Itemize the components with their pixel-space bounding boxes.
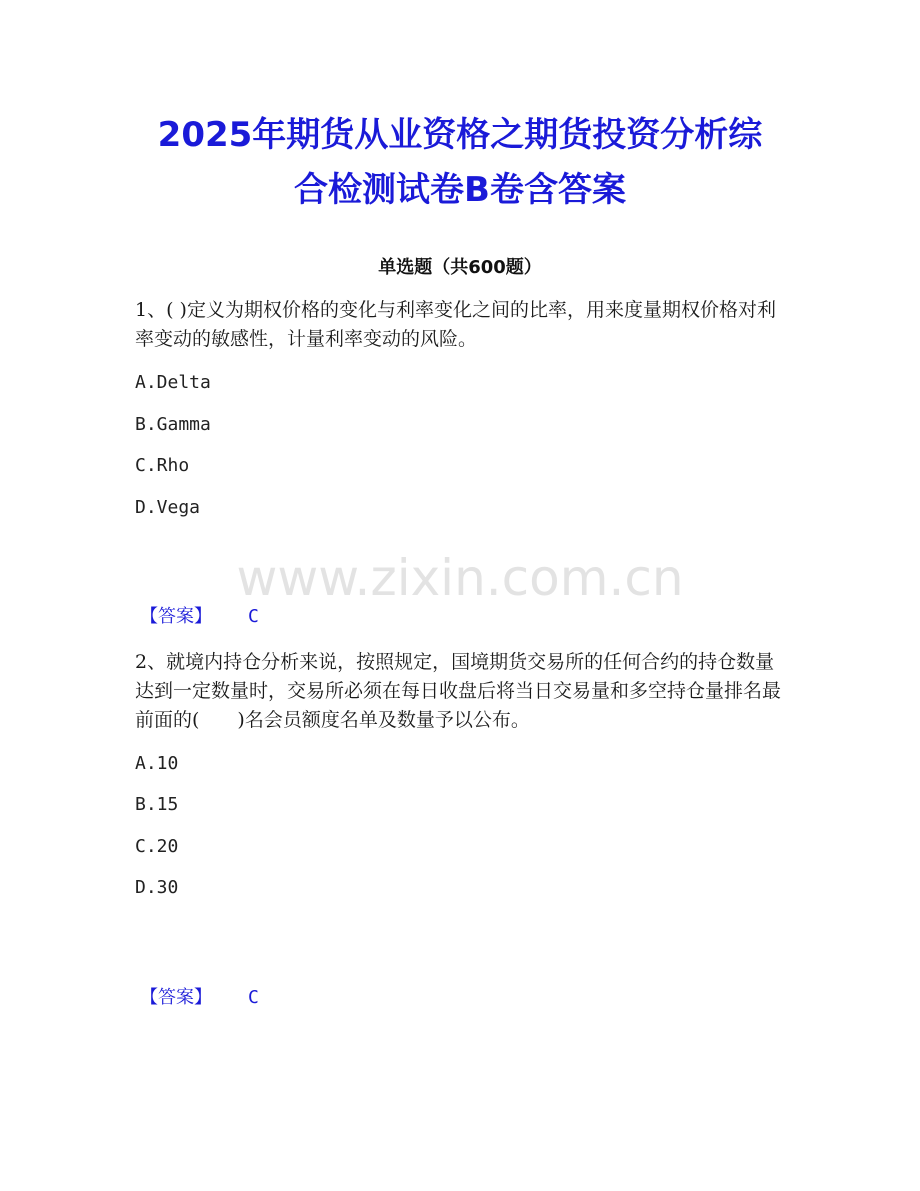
question-1-answer <box>140 604 259 630</box>
document-title <box>0 108 920 218</box>
question-2-option-d: D.30 <box>135 877 179 898</box>
question-2-answer <box>140 985 259 1011</box>
question-1-option-d: D.Vega <box>135 497 201 518</box>
question-2-option-a: A.10 <box>135 753 179 774</box>
question-1-option-b: B.Gamma <box>135 414 211 435</box>
watermark: www.zixin.com.cn <box>236 549 684 607</box>
answer-label: 【答案】 <box>140 987 212 1008</box>
answer-label: 【答案】 <box>140 606 212 627</box>
answer-value: C <box>248 606 259 627</box>
question-2-option-b: B.15 <box>135 794 179 815</box>
answer-value: C <box>248 987 259 1008</box>
question-1-option-c: C.Rho <box>135 455 190 476</box>
question-2-option-c: C.20 <box>135 836 179 857</box>
title-line-1: 2025年期货从业资格之期货投资分析综 <box>157 115 763 155</box>
question-1-text: 1、( )定义为期权价格的变化与利率变化之间的比率，用来度量期权价格对利率变动的敏感性，计量利率变动的风险。 <box>135 299 776 350</box>
title-line-2: 合检测试卷B卷含答案 <box>294 170 626 210</box>
section-header: 单选题（共600题） <box>378 257 542 278</box>
question-2-text: 2、就境内持仓分析来说，按照规定，国境期货交易所的任何合约的持仓数量达到一定数量时，交易所必须在每日收盘后将当日交易量和多空持仓量排名最前面的( )名会员额度名单及数量予以公布。 <box>135 651 782 731</box>
question-1-option-a: A.Delta <box>135 372 211 393</box>
